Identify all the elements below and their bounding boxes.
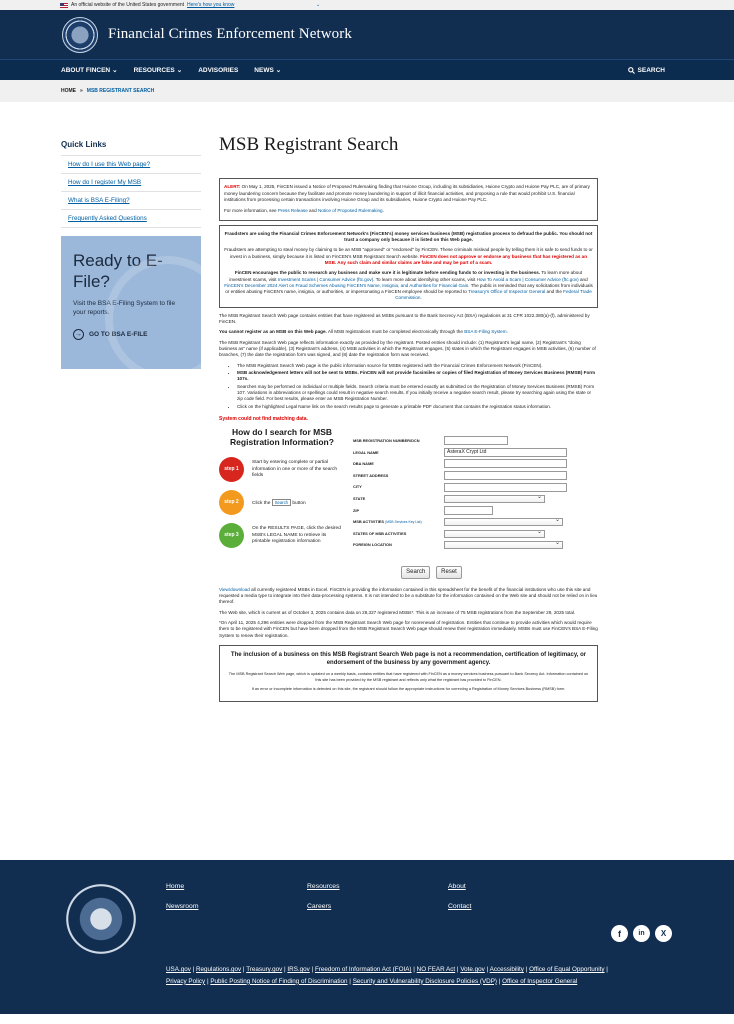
step-3-text: On the RESULTS PAGE, click the desired MSB's LEGAL NAME to retrieve its printable registration information [252,525,341,545]
city-label: CITY [353,484,362,490]
footer-link-public-posting[interactable]: Public Posting Notice of Finding of Discrimination [210,977,348,985]
search-form [353,427,598,556]
footer-link-vote-gov[interactable]: Vote.gov [460,966,485,973]
footer-link-irs-gov[interactable]: IRS.gov [287,966,310,973]
footer-legal-links: USA.gov | Regulations.gov | Treasury.gov | IRS.gov | Freedom of Information Act (FOIA) | NO FEAR Act | Vote.gov | Accessibility | Office of Equal Opportunity | Privacy Policy | Public Posting Notice of Finding of Discrimination | Security and Vulnerability Disclosure Policies (VDP) | Office of Inspector General [166,966,608,985]
footer-link-oig[interactable]: Office of Inspector General [502,977,578,985]
site-footer [0,860,734,1014]
avoid-scam-link[interactable]: How To Avoid a Scam | Consumer Advice (ftc.gov) [476,276,579,282]
list-item: • MSB acknowledgement letters will not be sent to MSBs. FinCEN will not provide facsimiles or copies of filed Registration of Money Services Business (RMSB) Form 107s. [237,370,598,383]
notice-proposed-rulemaking-link[interactable]: Notice of Proposed Rulemaking [317,208,383,214]
quick-links-title: Quick Links [61,140,107,149]
step-2 [219,490,345,515]
msb-activities-select[interactable] [444,518,563,526]
city-input[interactable] [444,483,567,492]
quick-link-faq[interactable]: Frequently Asked Questions [61,209,201,228]
current-as-of-text: The Web site, which is current as of October 3, 2025 contains data on 28,327 registered MSBs*. This is an increase of 75 MSB registrations from the September 29, 2025 total. [219,609,576,615]
fraud-p2-bold: FinCEN encourages the public to research any business and make sure it is legitimate before sending funds to or investing in the business. [234,270,541,276]
fraud-p1: Fraudsters are attempting to steal money by claiming to be an MSB "approved" or "endorsed" by FinCEN. These criminals mislead people by telling them it is safe to send funds to or invest in a business, simply because it is listed on FinCEN's MSB Registrant Search website. [224,247,593,259]
nav-resources[interactable]: RESOURCES ⌄ [133,66,183,74]
chevron-down-icon[interactable]: ⌄ [316,2,321,8]
foreign-location-label: FOREIGN LOCATION [353,542,392,548]
footer-link-no-fear-act[interactable]: NO FEAR Act [416,966,456,973]
how-to-title: How do I search for MSB Registration Information? [230,426,334,448]
alert-box [219,178,598,220]
social-links [611,925,672,942]
footer-link-usa-gov[interactable]: USA.gov [166,966,191,973]
zip-label: ZIP [353,507,360,513]
fraud-p2-f: . [420,295,422,301]
search-area [219,427,598,556]
step-2-post: button [291,500,306,506]
fincen-alert-link[interactable]: FinCEN's December 2024 Alert on Fraud Schemes Abusing FinCEN's Name, Insignia, and Authorities for Financial Gain [224,282,469,288]
street-address-input[interactable] [444,471,567,480]
facebook-icon[interactable]: f [611,925,628,942]
nav-news[interactable]: NEWS ⌄ [254,66,282,74]
reg-number-input[interactable] [444,436,508,445]
investment-scams-link[interactable]: Investment Scams | Consumer Advice (ftc.gov) [277,276,374,282]
bsa-efile-card [61,236,201,369]
street-address-label: STREET ADDRESS [353,472,389,478]
footer-home-link[interactable]: Home [166,883,185,890]
fraud-p2-b: . To learn more about identifying other scams, visit [373,276,477,282]
nav-search-button[interactable]: SEARCH [628,67,665,74]
step-2-search-sample: Search [272,499,291,507]
foreign-location-select[interactable] [444,541,563,549]
states-of-activities-select[interactable] [444,530,545,538]
disclaimer-p1: The MSB Registrant Search Web page, which is updated on a weekly basis, contains entities that have registered with FinCEN as a money services business pursuant to Bank Secrecy Act. Information contained on this site has been provided by the MSB registrant and reflects only what the registrant has provided to FinCEN. [228,672,589,682]
msb-activities-label: MSB ACTIVITIES (MSB Services Key List) [353,519,422,525]
error-message: System could not find matching data. [219,416,308,423]
step-3-badge: step 3 [219,523,244,548]
disclaimer-heading: The inclusion of a business on this MSB Registrant Search Web page is not a recommendation, certification of legitimacy, or endorsement of the business by any government agency. [230,651,587,667]
footer-resources-link[interactable]: Resources [307,883,340,890]
treasury-fincen-seal-logo [64,882,138,956]
how-to-search-panel [219,427,345,556]
arrow-right-icon: → [75,330,82,338]
cannot-register-bold: You cannot register as an MSB on this Web page. [219,329,327,335]
main-area [0,102,734,860]
states-of-activities-label: STATES OF MSB ACTIVITIES [353,530,407,536]
footer-link-privacy-policy[interactable]: Privacy Policy [166,977,206,985]
disclaimer-box [219,645,598,702]
chevron-down-icon: ⌄ [275,67,282,74]
main-nav [0,59,734,80]
fraud-heading: Fraudsters are using the Financial Crimes Enforcement Network's (FinCEN's) money services business (MSB) registration process to defraud the public. You should not trust a company only because it is listed on this Web page. [224,230,593,242]
zip-input[interactable] [444,506,493,515]
fraud-p2-e: and the [545,289,564,295]
nav-advisories[interactable]: ADVISORIES [198,66,239,74]
alert-and: and [307,208,318,214]
nav-about-fincen[interactable]: ABOUT FINCEN ⌄ [61,66,118,74]
footer-link-foia[interactable]: Freedom of Information Act (FOIA) [314,966,412,973]
chevron-down-icon: ⌄ [112,67,118,74]
footer-careers-link[interactable]: Careers [307,903,332,910]
sidebar [61,140,201,369]
footer-contact-link[interactable]: Contact [448,903,472,910]
chevron-down-icon: ⌄ [176,67,183,74]
list-item: • Searches may be performed on individual or multiple fields. Search criteria must be entered exactly as submitted on the Registration of Money Services Business (RMSB) Form 107. Variations in abbreviations or spellings could result in negative search results. If you initially receive a negative search result, please try searching again using the state or zip code field. For best results, please enter an MSB Registration Number. [237,384,598,403]
intro-text: The MSB Registrant Search Web page contains entities that have registered as MSBs pursuant to the Bank Secrecy Act (BSA) regulations at 31 CFR 1022.380(a)-(f), administered by FinCEN. [219,312,590,325]
alert-text: On May 1, 2025, FinCEN issued a Notice of Proposed Rulemaking finding that Huione Group, including its subsidiaries, Huione Crypto and Huione Pay PLC, are of primary money laundering concern because they facilitate and promote money laundering in support of illicit financial activities, and proposing a rule that would prohibit U.S. financial institutions from processing certain transactions involving Huione Group and its subsidiaries, Huione Crypto and Huione Pay PLC. [224,184,590,202]
reflects-text: The MSB Registrant Search Web page reflects information exactly as provided by the registrant. Posted entries should include: (1) Registrant's legal name, (2) Registrant's "doing business as" name (if applicable), (3) Registrant's address, (4) MSB activities in which the Registrant engages, (5) states in which the Registrant engages in MSB activities, (6) number of branches, (7) the date the registration form was signed, and (8) date the registration form was received. [219,339,596,358]
alert-more-prefix: For more information, see [224,208,278,214]
cannot-register-text: All MSB registrations must be completed electronically through the [326,329,465,335]
april-drop-text: *On April 11, 2025 4,296 entities were dropped from the MSB Registrant Search Web page for nonrenewal of registration. Entities that continue to provide activities which would require them to be registered with FinCEN but have been dropped from the MSB Registrant Search Web page should renew their registration immediately. MSBs must use FinCEN's BSA E-Filing System to renew their registration. [219,619,598,638]
fraud-p2-a: To learn more about investment scams, visit [229,270,583,282]
fraud-p1-red: FinCEN does not approve or endorse any business that has registered as an MSB. Any such claim and similar claims are false and may be part of a scam. [324,253,588,265]
fraud-p2-d: . The public is reminded that any solicitations from individuals or entities abusing FinCEN's name, insignia, or authorities, or impersonating a FinCEN employee should be reported to [225,282,593,295]
step-1 [219,457,345,482]
fraud-warning-box [219,225,598,308]
disclaimer-p2: If an error or incomplete information is detected on this site, the registrant should follow the appropriate instructions for correcting a Registration of Money Services Business (RMSB) form. [251,686,566,691]
linkedin-icon[interactable]: in [633,925,650,942]
form-buttons [265,566,598,578]
footer-link-treasury-gov[interactable]: Treasury.gov [246,966,283,973]
list-item: • Click on the highlighted Legal Name link on the search results page to generate a printable PDF document that contains the registration status information. [237,404,598,410]
list-item: • The MSB Registrant Search Web page is the public information source for MSBs registered with the Financial Crimes Enforcement Network (FinCEN). [237,363,598,369]
search-button[interactable]: Search [401,566,430,578]
cannot-register-end: . [506,329,508,335]
breadcrumb-separator: » [80,88,83,94]
treasury-oig-link[interactable]: Treasury's Office of Inspector General [468,289,546,295]
page-title: MSB Registrant Search [219,134,399,155]
legal-name-label: LEGAL NAME [353,449,379,455]
alert-label: ALERT: [224,184,241,190]
gov-banner [0,0,734,10]
legal-name-input[interactable]: AsteraX Crypt Ltd [444,448,567,457]
fraud-p2-c: and [578,276,588,282]
footer-link-equal-opportunity[interactable]: Office of Equal Opportunity [529,966,605,973]
quick-link-use-page[interactable]: How do I use this Web page? [61,155,201,173]
fincen-seal-logo[interactable] [62,17,98,53]
reset-button[interactable]: Reset [436,566,462,578]
bsa-efiling-link[interactable]: BSA E-Filing System [464,329,507,335]
bsa-card-title: Ready to E-File? [73,251,163,292]
reg-number-label: MSB REGISTRATION NUMBER/DCN [353,438,420,444]
footer-link-accessibility[interactable]: Accessibility [489,966,524,973]
quick-link-bsa-efiling[interactable]: What is BSA E-Filing? [61,191,201,209]
step-3 [219,523,345,548]
state-select[interactable] [444,495,545,503]
footer-link-regulations-gov[interactable]: Regulations.gov [196,966,242,973]
footer-newsroom-link[interactable]: Newsroom [166,903,199,910]
us-flag-icon [60,3,68,8]
download-text: all currently registered MSBs in Excel. FinCEN is providing the information contained in this spreadsheet for the benefit of the financial institutions who use this site and requested a media type to integrate into their data-processing systems. It is not intended to be a substitute for the information contained on the Web site and should not be relied on in lieu thereof. [219,586,598,605]
step-2-pre: Click the [252,500,272,506]
breadcrumb-current: MSB REGISTRANT SEARCH [86,88,155,94]
view-download-link[interactable]: View/download [219,586,250,592]
bsa-card-text: Visit the BSA E-Filing System to file your reports. [73,299,176,316]
main-content [219,132,598,702]
dba-name-label: DBA NAME [353,461,374,467]
gov-banner-text: An official website of the United States government [71,2,185,8]
msb-services-key-link[interactable]: (MSB Services Key List) [385,520,422,525]
step-2-badge: step 2 [219,490,244,515]
state-label: STATE [353,496,366,502]
info-bullet-list [237,363,598,410]
breadcrumb [0,80,734,102]
step-1-text: Start by entering complete or partial information in one or more of the search fields [252,459,338,479]
breadcrumb-home[interactable]: HOME [61,88,76,94]
go-to-bsa-efile-link[interactable]: → GO TO BSA E-FILE [75,330,148,338]
site-title[interactable]: Financial Crimes Enforcement Network [108,26,352,42]
alert-end: . [382,208,384,214]
site-header [0,10,734,59]
footer-link-vdp[interactable]: Security and Vulnerability Disclosure Policies (VDP) [352,977,497,985]
quick-link-register-msb[interactable]: How do I register My MSB [61,173,201,191]
x-icon[interactable]: X [655,925,672,942]
dba-name-input[interactable] [444,459,567,468]
heres-how-you-know-link[interactable]: Here's how you know [187,2,235,8]
search-icon [628,67,635,74]
footer-about-link[interactable]: About [448,883,466,890]
ftc-link[interactable]: Federal Trade Commission [395,289,592,301]
press-release-link[interactable]: Press Release [277,208,308,214]
step-1-badge: step 1 [219,457,244,482]
